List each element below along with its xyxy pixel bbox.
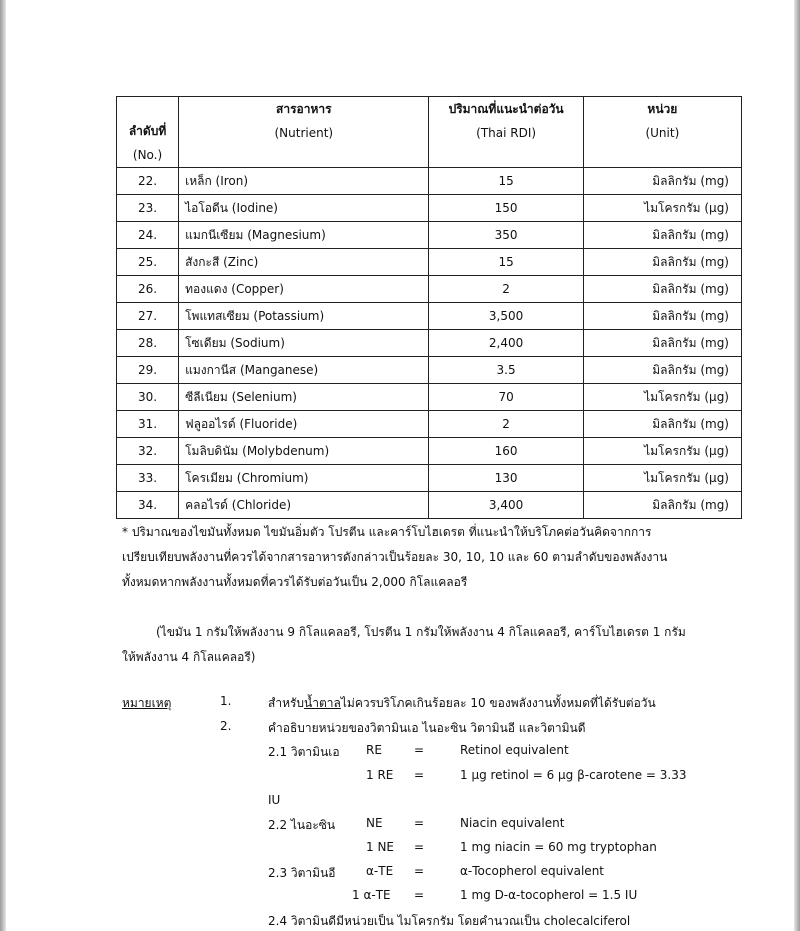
vitamin-e-equals: = [414,864,425,878]
table-row [117,222,742,249]
row-no: 22. [117,168,179,195]
row-no: 29. [117,357,179,384]
row-rdi: 150 [429,195,583,222]
header-no-english: (No.) [132,148,163,162]
table-row [117,249,742,276]
row-nutrient: แมงกานีส (Manganese) [179,357,429,384]
row-unit: มิลลิกรัม (mg) [583,492,741,519]
footnote-line-1: * ปริมาณของไขมันทั้งหมด ไขมันอิ่มตัว โปรตีน และคาร์โบไฮเดรต ที่แนะนำให้บริโภคต่อวันคิดจากการ [122,525,652,539]
row-nutrient: เหล็ก (Iron) [179,168,429,195]
niacin-label: 2.2 ไนอะซิน [268,818,336,832]
niacin-abbr: NE [366,816,383,830]
row-unit: มิลลิกรัม (mg) [583,222,741,249]
vitamin-e-conversion: 1 mg D-α-tocopherol = 1.5 IU [460,888,638,902]
header-nutrient-english: (Nutrient) [274,126,334,140]
row-unit: มิลลิกรัม (mg) [583,330,741,357]
vitamin-a-conv-tail: IU [268,793,281,807]
remarks-label: หมายเหตุ [122,696,172,710]
header-unit-english: (Unit) [645,126,680,140]
table-row [117,438,742,465]
vitamin-a-abbr: RE [366,743,382,757]
vitamin-e-definition: α-Tocopherol equivalent [460,864,604,878]
row-no: 27. [117,303,179,330]
niacin-equals: = [414,816,425,830]
row-unit: ไมโครกรัม (μg) [583,438,741,465]
vitamin-a-conv-equals: = [414,768,425,782]
row-rdi: 3,500 [429,303,583,330]
row-no: 26. [117,276,179,303]
row-no: 33. [117,465,179,492]
row-unit: ไมโครกรัม (μg) [583,465,741,492]
remark-2-number: 2. [220,719,232,733]
header-rdi-thai: ปริมาณที่แนะนำต่อวัน [448,102,564,116]
vitamin-e-conv-equals: = [414,888,425,902]
table-header-row [117,97,742,168]
page-left-edge [0,0,6,931]
header-unit-thai: หน่วย [647,102,678,116]
row-rdi: 3,400 [429,492,583,519]
vitamin-e-abbr: α-TE [366,864,394,878]
thai-rdi-table [116,96,742,519]
table-row [117,195,742,222]
row-no: 28. [117,330,179,357]
row-nutrient: โซเดียม (Sodium) [179,330,429,357]
row-no: 23. [117,195,179,222]
row-nutrient: โครเมียม (Chromium) [179,465,429,492]
vitamin-a-label: 2.1 วิตามินเอ [268,745,340,759]
row-no: 25. [117,249,179,276]
row-unit: มิลลิกรัม (mg) [583,303,741,330]
vitamin-a-definition: Retinol equivalent [460,743,569,757]
table-row [117,384,742,411]
energy-note-line-2: ให้พลังงาน 4 กิโลแคลอรี) [122,650,256,664]
row-unit: ไมโครกรัม (μg) [583,195,741,222]
vitamin-e-label: 2.3 วิตามินอี [268,866,336,880]
row-rdi: 2 [429,411,583,438]
vitamin-a-conv-lhs: 1 RE [366,768,394,782]
remark-1-pre: สำหรับ [268,696,305,710]
remark-2-text: คำอธิบายหน่วยของวิตามินเอ ไนอะซิน วิตามินอี และวิตามินดี [268,721,586,735]
row-nutrient: ทองแดง (Copper) [179,276,429,303]
header-unit [583,97,741,168]
row-rdi: 3.5 [429,357,583,384]
row-no: 31. [117,411,179,438]
vitamin-a-equals: = [414,743,425,757]
row-rdi: 2,400 [429,330,583,357]
remark-1-sugar: น้ำตาล [304,696,341,710]
niacin-conv-equals: = [414,840,425,854]
row-nutrient: คลอไรด์ (Chloride) [179,492,429,519]
vitamin-e-conv-lhs: 1 α-TE [352,888,391,902]
row-nutrient: ฟลูออไรด์ (Fluoride) [179,411,429,438]
vitamin-a-conversion: 1 μg retinol = 6 μg β-carotene = 3.33 [460,768,687,782]
row-unit: ไมโครกรัม (μg) [583,384,741,411]
table-row [117,276,742,303]
table-row [117,330,742,357]
row-no: 24. [117,222,179,249]
table-row [117,492,742,519]
niacin-conversion: 1 mg niacin = 60 mg tryptophan [460,840,657,854]
remark-1-text [268,694,656,713]
header-no [117,97,179,168]
row-unit: มิลลิกรัม (mg) [583,357,741,384]
row-nutrient: โพแทสเซียม (Potassium) [179,303,429,330]
row-nutrient: แมกนีเซียม (Magnesium) [179,222,429,249]
row-no: 34. [117,492,179,519]
row-no: 32. [117,438,179,465]
row-unit: มิลลิกรัม (mg) [583,168,741,195]
header-rdi [429,97,583,168]
header-rdi-english: (Thai RDI) [476,126,537,140]
table-row [117,465,742,492]
table-row [117,411,742,438]
table-row [117,303,742,330]
row-unit: มิลลิกรัม (mg) [583,411,741,438]
row-rdi: 130 [429,465,583,492]
row-rdi: 350 [429,222,583,249]
row-unit: มิลลิกรัม (mg) [583,249,741,276]
energy-note-line-1: (ไขมัน 1 กรัมให้พลังงาน 9 กิโลแคลอรี, โปรตีน 1 กรัมให้พลังงาน 4 กิโลแคลอรี, คาร์โบไฮเดรต 1 กรัม [156,625,686,639]
row-nutrient: สังกะสี (Zinc) [179,249,429,276]
niacin-conv-lhs: 1 NE [366,840,395,854]
vitamin-d-note: 2.4 วิตามินดีมีหน่วยเป็น ไมโครกรัม โดยคำนวณเป็น cholecalciferol [268,914,631,928]
page-right-edge [794,0,800,931]
footnote-line-3: ทั้งหมดหากพลังงานทั้งหมดที่ควรได้รับต่อวันเป็น 2,000 กิโลแคลอรี [122,575,468,589]
row-rdi: 160 [429,438,583,465]
header-nutrient-thai: สารอาหาร [276,102,332,116]
row-rdi: 2 [429,276,583,303]
row-rdi: 15 [429,168,583,195]
table-row [117,168,742,195]
row-nutrient: ซีลีเนียม (Selenium) [179,384,429,411]
header-no-thai: ลำดับที่ [128,124,167,138]
header-nutrient [179,97,429,168]
table-row [117,357,742,384]
row-rdi: 15 [429,249,583,276]
footnote-line-2: เปรียบเทียบพลังงานที่ควรได้จากสารอาหารดังกล่าวเป็นร้อยละ 30, 10, 10 และ 60 ตามลำดับของพลังงาน [122,550,668,564]
row-nutrient: โมลิบดินัม (Molybdenum) [179,438,429,465]
row-nutrient: ไอโอดีน (Iodine) [179,195,429,222]
remark-1-post: ไม่ควรบริโภคเกินร้อยละ 10 ของพลังงานทั้งหมดที่ได้รับต่อวัน [340,696,656,710]
niacin-definition: Niacin equivalent [460,816,565,830]
row-no: 30. [117,384,179,411]
row-unit: มิลลิกรัม (mg) [583,276,741,303]
row-rdi: 70 [429,384,583,411]
remark-1-number: 1. [220,694,232,708]
